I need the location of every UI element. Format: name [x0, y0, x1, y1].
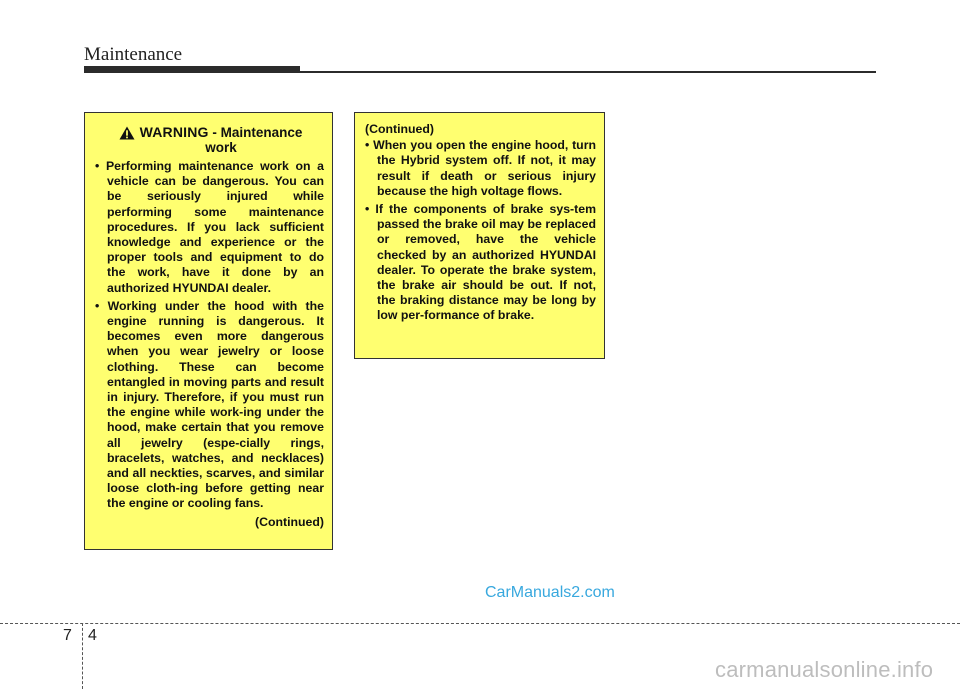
page-number-divider: [82, 623, 83, 689]
continued-box: [354, 112, 605, 359]
page-header-title: Maintenance: [84, 44, 183, 65]
warning-bullet-1: • Performing maintenance work on a vehicle can be dangerous. You can be seriously injured while performing some maintenance procedures. If you lack sufficient knowledge and experience or the proper tools and equipment to do the work, have it done by an authorized HYUNDAI dealer.: [95, 159, 324, 295]
page-number: 4: [88, 627, 97, 644]
continued-bullet-2: • If the components of brake sys-tem passed the brake oil may be replaced or removed, have the vehicle checked by an authorized HYUNDAI dealer. To operate the brake system, the brake air should be out. If not, the braking distance may be long by low per-formance of brake.: [365, 202, 596, 323]
page-chapter-number: 7: [63, 627, 72, 644]
warning-title-line1: - Maintenance: [212, 125, 303, 140]
watermark-link[interactable]: CarManuals2.com: [485, 584, 615, 601]
footer-divider: [0, 623, 960, 624]
warning-title: [140, 125, 303, 155]
warning-box: [84, 112, 333, 550]
header-rule: [84, 71, 876, 73]
warning-triangle-icon: [119, 126, 135, 140]
warning-header: [93, 125, 324, 155]
continued-label-top: (Continued): [365, 122, 434, 136]
continued-label: (Continued): [255, 514, 324, 529]
warning-word: WARNING: [139, 124, 209, 140]
footer-site-watermark: carmanualsonline.info: [715, 657, 934, 682]
warning-bullet-2: • Working under the hood with the engine running is dangerous. It becomes even more dangerous when you wear jewelry or loose clothing. These can become entangled in moving parts and result in injury. Therefore, if you must run the engine while work-ing under the hood, make certain that you remove all jewelry (espe-cially rings, bracelets, watches, and necklaces) and all neckties, scarves, and similar loose cloth-ing before getting near the engine or cooling fans.: [95, 298, 324, 511]
continued-bullet-1: • When you open the engine hood, turn the Hybrid system off. If not, it may result if death or serious injury because the high voltage flows.: [365, 138, 596, 198]
warning-title-line2: work: [205, 140, 237, 155]
